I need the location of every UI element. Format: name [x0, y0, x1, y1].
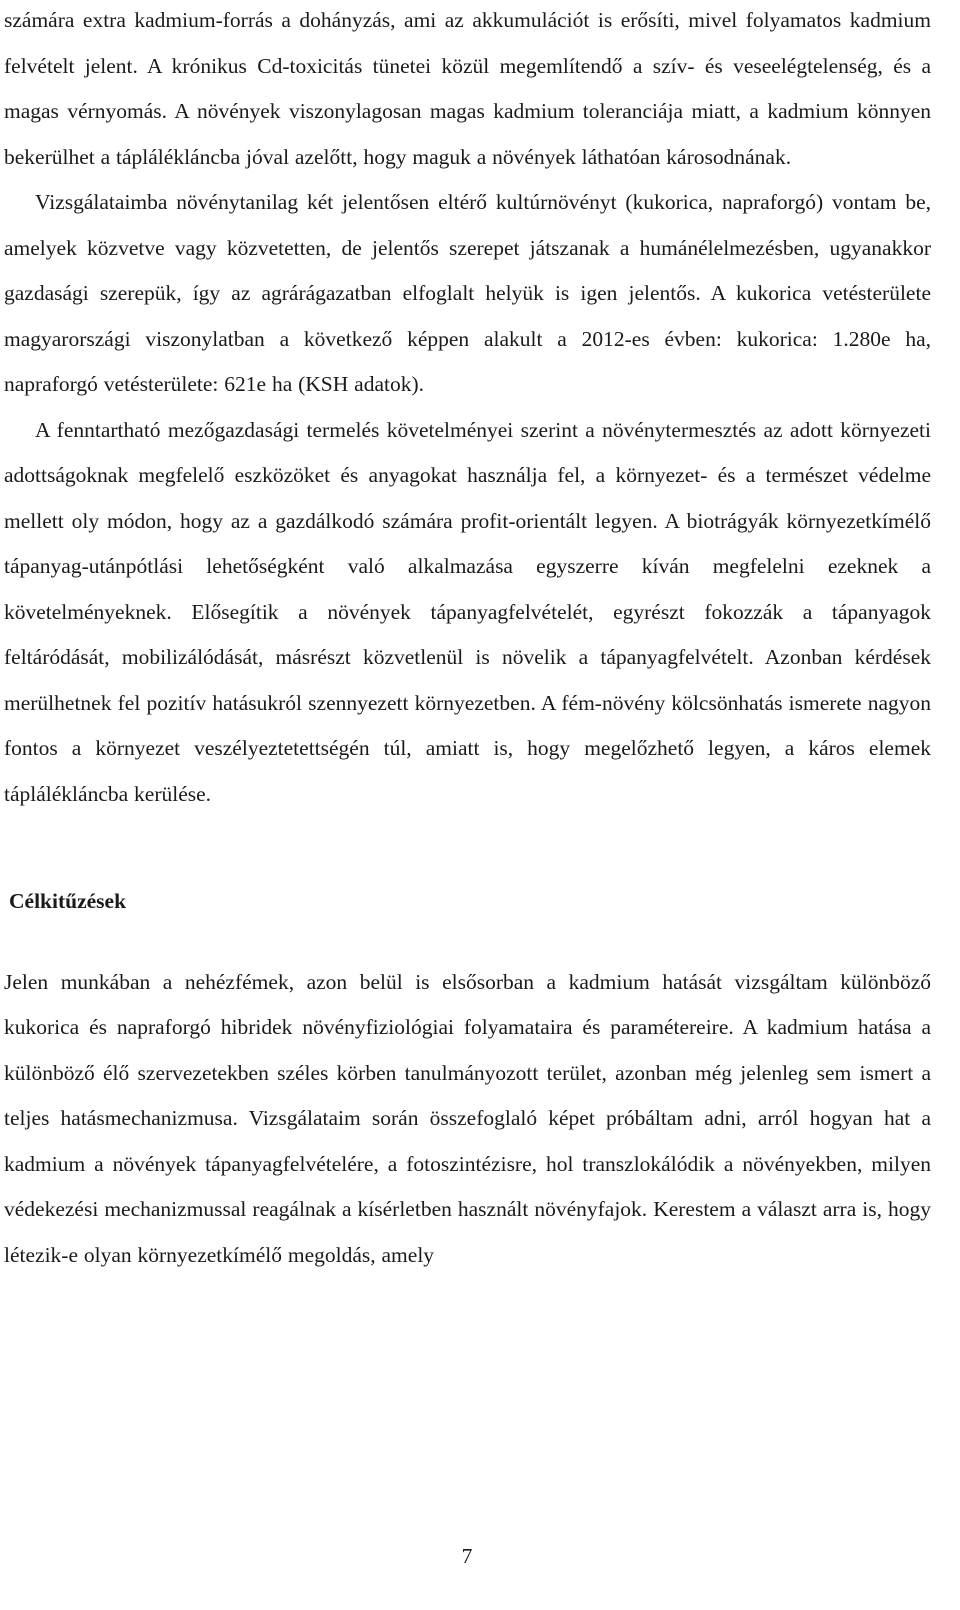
- spacer: [4, 925, 931, 960]
- page-number: 7: [461, 1544, 473, 1568]
- paragraph-continued: számára extra kadmium-forrás a dohányzás, ami az akkumulációt is erősíti, mivel folyamatos kadmium felvételt jelent. A krónikus Cd-toxicitás tünetei közül megemlítendő a szív- és veseelégtelenség, és a magas vérnyomás. A növények viszonylagosan magas kadmium toleranciája miatt, a kadmium könnyen bekerülhet a táplálékláncba jóval azelőtt, hogy maguk a növények láthatóan károsodnának.: [4, 8, 931, 169]
- paragraph-sustainability: A fenntartható mezőgazdasági termelés követelményei szerint a növénytermesztés az adott környezeti adottságoknak megfelelő eszközöket és anyagokat használja fel, a környezet- és a természet védelme mellett oly módon, hogy az a gazdálkodó számára profit-orientált legyen. A biotrágyák környezetkímélő tápanyag-utánpótlási lehetőségként való alkalmazása egyszerre kíván megfelelni ezeknek a követelményeknek. Elősegítik a növények tápanyagfelvételét, egyrészt fokozzák a tápanyagok feltáródását, mobilizálódását, másrészt közvetlenül is növelik a tápanyagfelvételt. Azonban kérdések merülhetnek fel pozitív hatásukról szennyezett környezetben. A fém-növény kölcsönhatás ismerete nagyon fontos a környezet veszélyeztetettségén túl, amiatt is, hogy megelőzhető legyen, a káros elemek táplálékláncba kerülése.: [4, 417, 931, 806]
- spacer: [4, 817, 931, 879]
- paragraph-objectives: Jelen munkában a nehézfémek, azon belül is elsősorban a kadmium hatását vizsgáltam különböző kukorica és napraforgó hibridek növényfiziológiai folyamataira és paramétereire. A kadmium hatása a különböző élő szervezetekben széles körben tanulmányozott terület, azonban még jelenleg sem ismert a teljes hatásmechanizmusa. Vizsgálataim során összefoglaló képet próbáltam adni, arról hogyan hat a kadmium a növények tápanyagfelvételére, a fotoszintézisre, hol transzlokálódik a növényekben, milyen védekezési mechanizmussal reagálnak a kísérletben használt növényfajok. Kerestem a választ arra is, hogy létezik-e olyan környezetkímélő megoldás, amely: [4, 969, 931, 1267]
- paragraph-crops: Vizsgálataimba növénytanilag két jelentősen eltérő kultúrnövényt (kukorica, napraforgó) vontam be, amelyek közvetve vagy közvetetten, de jelentős szerepet játszanak a humánélelmezésben, ugyanakkor gazdasági szerepük, így az agrárágazatban elfoglalt helyük is igen jelentős. A kukorica vetésterülete magyarországi viszonylatban a következő képpen alakult a 2012-es évben: kukorica: 1.280e ha, napraforgó vetésterülete: 621e ha (KSH adatok).: [4, 190, 931, 396]
- page-body: [4, 0, 931, 1278]
- section-heading: Célkitűzések: [9, 889, 127, 913]
